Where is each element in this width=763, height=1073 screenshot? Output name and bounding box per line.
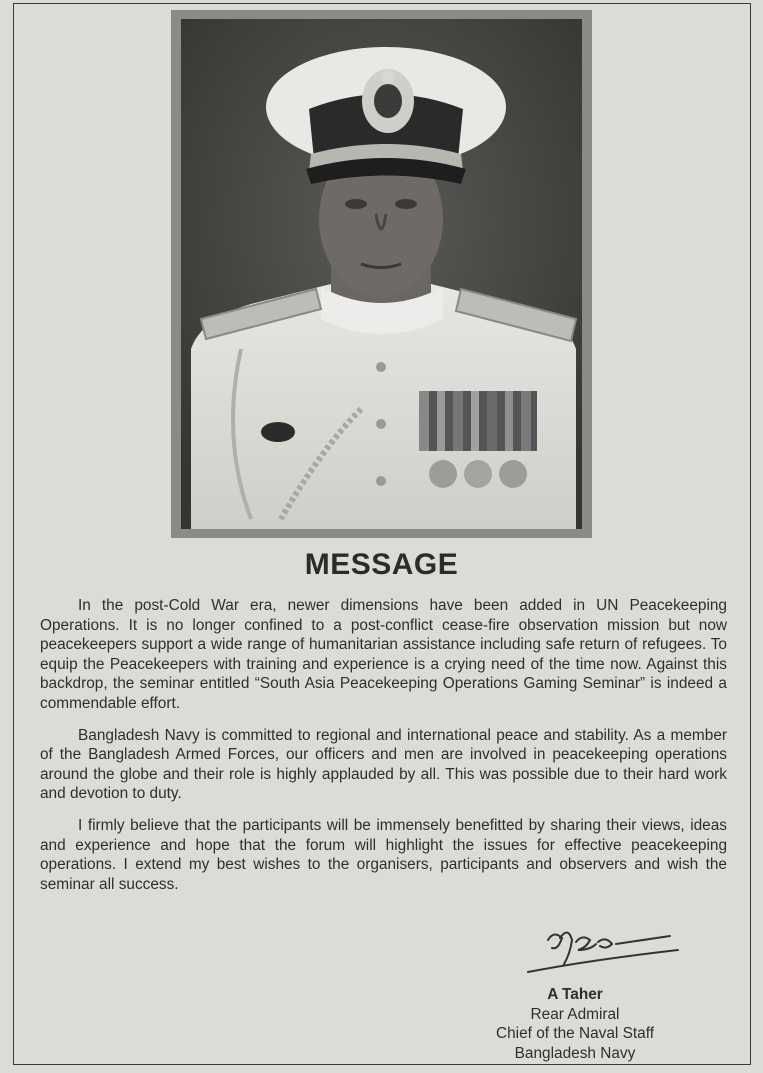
naval-officer-portrait bbox=[181, 19, 582, 529]
message-body bbox=[40, 596, 727, 906]
signatory-name: A Taher bbox=[547, 986, 603, 1003]
portrait-frame bbox=[171, 10, 592, 538]
paragraph-3: I firmly believe that the participants will be immensely benefitted by sharing their views, ideas and experience and hope that the forum will highlight the issues for effective peacekeeping operations. I extend my best wishes to the organisers, participants and observers and wish the seminar all success. bbox=[40, 816, 727, 893]
signatory-rank: Rear Admiral bbox=[530, 1005, 620, 1023]
paragraph-2: Bangladesh Navy is committed to regional and international peace and stability. As a member of the Bangladesh Armed Forces, our officers and men are involved in peacekeeping operations around the globe and their role is highly applauded by all. This was possible due to their hard work and devotion to duty. bbox=[40, 726, 727, 803]
message-title: MESSAGE bbox=[304, 548, 459, 581]
signatory-organisation: Bangladesh Navy bbox=[514, 1044, 636, 1062]
signature-block bbox=[470, 985, 680, 1063]
portrait-photo bbox=[181, 19, 582, 529]
signatory-position: Chief of the Naval Staff bbox=[496, 1025, 654, 1043]
handwritten-signature bbox=[520, 920, 690, 980]
paragraph-1: In the post-Cold War era, newer dimensions have been added in UN Peacekeeping Operations. It is no longer confined to a post-conflict cease-fire observation mission but now peacekeepers support a wide range of humanitarian assistance including safe return of refugees. To equip the Peacekeepers with training and experience is a crying need of the time now. Against this backdrop, the seminar entitled “South Asia Peacekeeping Operations Gaming Seminar” is indeed a commendable effort. bbox=[40, 597, 727, 712]
